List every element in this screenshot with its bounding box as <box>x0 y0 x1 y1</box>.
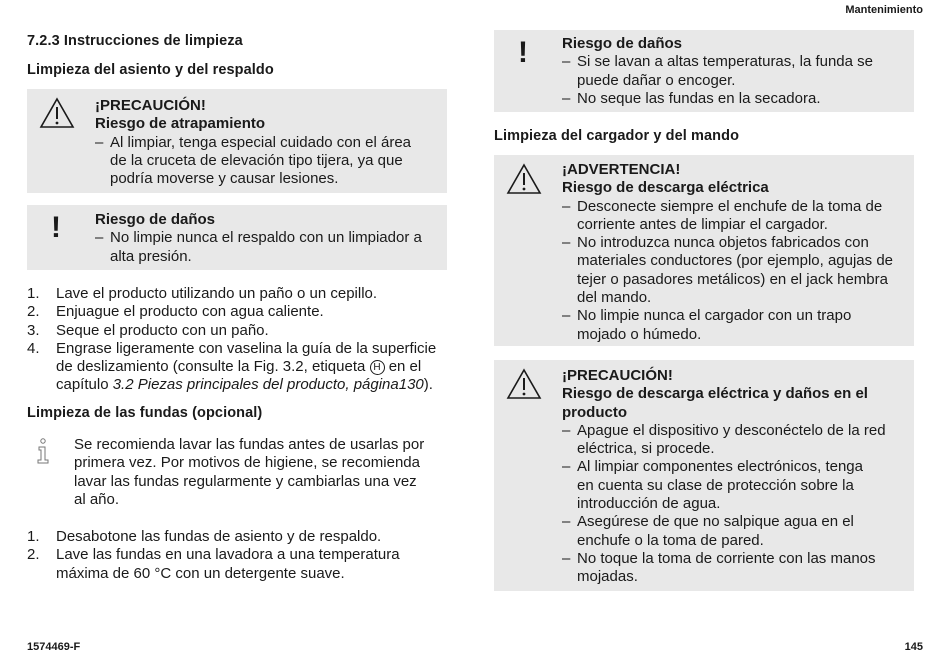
damage-box <box>27 205 447 270</box>
list-item: – No introduzca nunca objetos fabricados con materiales conductores (por ejemplo, agujas de tejer o pasadores metálicos) en el jack hembra del mando. <box>562 234 894 307</box>
cleaning-steps <box>27 285 452 395</box>
damage-title: Riesgo de daños <box>562 35 683 52</box>
warning-triangle-icon <box>506 368 542 400</box>
exclamation-icon: ! <box>51 211 61 244</box>
list-item: – Si se lavan a altas temperaturas, la funda se puede dañar o encoger. <box>562 53 874 89</box>
subheading-charger: Limpieza del cargador y del mando <box>494 128 740 144</box>
warning-triangle-icon <box>39 97 75 129</box>
warning-subtitle: Riesgo de descarga eléctrica <box>562 179 769 197</box>
list-item: – Desconecte siempre el enchufe de la toma de corriente antes de limpiar el cargador. <box>562 197 883 233</box>
list-item: – No toque la toma de corriente con las manos mojadas. <box>562 549 876 586</box>
caution-subtitle: Riesgo de descarga eléctrica y daños en el <box>562 385 868 403</box>
list-item: 3. Seque el producto con un paño. <box>27 321 269 339</box>
page-number: 145 <box>904 641 923 653</box>
running-header: Mantenimiento <box>845 4 923 16</box>
list-item: – No limpie nunca el cargador con un trapo mojado o húmedo. <box>562 307 852 343</box>
damage-box-right <box>494 30 914 112</box>
caution-title: ¡PRECAUCIÓN! <box>95 97 206 114</box>
caution-box-right: ¡PRECAUCIÓN! Riesgo de descarga eléctrica y daños en el producto – Apague el dispositivo y desconéctelo de la red eléctrica, si procede. – Al limpiar componentes electrónicos, tenga en cuenta su clase de protección sobre la introducción de agua. – Asegúrese de que no salpique agua en el enchufe o la toma de pared. – No toque la toma de corriente con las manos mojadas. <box>494 360 914 591</box>
info-icon <box>36 438 50 464</box>
warning-box <box>494 155 914 346</box>
list-item: 1. Lave el producto utilizando un paño o un cepillo. <box>27 285 378 302</box>
dash-glyph: – <box>95 133 104 151</box>
caution-title: ¡PRECAUCIÓN! <box>562 367 673 384</box>
warning-title: ¡ADVERTENCIA! <box>562 161 681 178</box>
damage-title: Riesgo de daños <box>95 211 216 228</box>
list-item: – Apague el dispositivo y desconéctelo de la red eléctrica, si procede. <box>562 421 886 458</box>
list-item: – No seque las fundas en la secadora. <box>562 89 821 107</box>
list-item: 1. Desabotone las fundas de asiento y de respaldo. <box>27 528 382 545</box>
caution-box <box>27 89 447 193</box>
exclamation-icon: ! <box>518 36 528 69</box>
subheading-covers: Limpieza de las fundas (opcional) <box>27 405 263 421</box>
cross-reference-link[interactable]: 3.2 Piezas principales del producto, página130 <box>112 376 424 394</box>
list-item: 4. Engrase ligeramente con vaselina la guía de la superficie de deslizamiento (consulte la Fig. 3.2, etiqueta H en el capítulo 3.2 Piezas principales del producto, página130). <box>27 339 437 394</box>
cover-steps <box>27 528 452 583</box>
subheading-seat: Limpieza del asiento y del respaldo <box>27 62 274 78</box>
list-item: – No limpie nunca el respaldo con un limpiador a alta presión. <box>95 229 422 265</box>
warning-triangle-icon <box>506 163 542 195</box>
reference-label-badge: H <box>370 360 385 375</box>
list-item: – Al limpiar componentes electrónicos, tenga en cuenta su clase de protección sobre la introducción de agua. <box>562 458 863 513</box>
list-item: – Asegúrese de que no salpique agua en el enchufe o la toma de pared. <box>562 513 854 549</box>
dash-glyph: – <box>95 229 104 247</box>
info-note: Se recomienda lavar las fundas antes de usarlas por primera vez. Por motivos de higiene, se recomienda lavar las fundas regularmente y cambiarlas una vez al año. <box>74 436 425 508</box>
doc-code: 1574469-F <box>27 641 81 653</box>
list-item: 2. Enjuague el producto con agua caliente. <box>27 303 324 321</box>
list-item: 2. Lave las fundas en una lavadora a una temperatura máxima de 60 °C con un detergente suave. <box>27 546 400 582</box>
caution-subtitle: Riesgo de atrapamiento <box>95 115 266 133</box>
list-item: – Al limpiar, tenga especial cuidado con el área de la cruceta de elevación tipo tijera, ya que podría moverse y causar lesiones. <box>95 133 412 188</box>
section-heading: 7.2.3 Instrucciones de limpieza <box>27 33 243 49</box>
